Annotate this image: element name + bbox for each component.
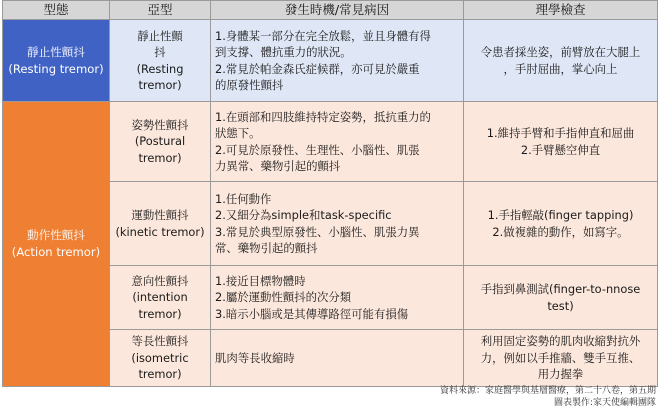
desc-cell-intention xyxy=(211,266,464,330)
desc-line: 狀態下。 xyxy=(215,126,261,140)
exam-line: ，手肘屈曲，掌心向上 xyxy=(503,61,618,76)
subtype-label: 等長性顫抖 xyxy=(131,334,189,348)
source-citation: 資料來源：家庭醫學與基層醫療，第二十八卷，第五期 xyxy=(439,386,656,396)
header-row xyxy=(3,1,658,20)
type-label-en: (Resting tremor) xyxy=(8,61,104,76)
exam-cell-postural xyxy=(464,102,658,182)
subtype-label-en: (Postural xyxy=(134,134,186,149)
desc-line: 到支撐、體抗重力的狀況。 xyxy=(215,45,352,59)
subtype-label: 姿勢性顫抖 xyxy=(131,117,189,132)
header-onset-cause: 發生時機/常見病因 xyxy=(211,1,464,20)
chart-credit: 圖表製作:家天使編輯團隊 xyxy=(553,398,656,408)
subtype-label: 靜止性顫 xyxy=(137,28,183,43)
tremor-table xyxy=(2,0,658,387)
exam-cell-kinetic xyxy=(464,182,658,266)
desc-cell-postural xyxy=(211,102,464,182)
subtype-label-en: (intention xyxy=(132,290,188,305)
table-row-resting xyxy=(3,20,658,102)
type-label-en: (Action tremor) xyxy=(11,244,101,259)
desc-line: 常、藥物引起的顫抖 xyxy=(215,241,318,255)
desc-line: 的原發性顫抖 xyxy=(215,78,284,92)
exam-line: 令患者採坐姿，前臂放在大腿上 xyxy=(480,45,641,59)
source-note xyxy=(440,385,656,409)
exam-line: 手指到鼻測試(finger-to-nnose xyxy=(480,282,641,296)
desc-line: 力異常、藥物引起的顫抖 xyxy=(215,159,341,173)
desc-cell-kinetic xyxy=(211,182,464,266)
desc-line: 3.常見於典型原發性、小腦性、肌張力異 xyxy=(215,224,420,239)
exam-cell-resting xyxy=(464,20,658,102)
exam-line: 2.做複雜的動作，如寫字。 xyxy=(492,224,629,239)
subtype-label-en: tremor) xyxy=(138,367,182,381)
desc-cell-resting xyxy=(211,20,464,102)
subtype-label-en: tremor) xyxy=(138,78,182,92)
exam-line: 利用固定姿勢的肌肉收縮對抗外 xyxy=(480,334,641,348)
exam-line: 用力握拳 xyxy=(537,367,584,381)
subtype-cell-resting xyxy=(110,20,211,102)
type-label: 動作性顫抖 xyxy=(27,228,85,243)
desc-cell-isometric xyxy=(211,330,464,387)
desc-line: 1.身體某一部分在完全放鬆，並且身體有得 xyxy=(215,28,431,43)
desc-line: 2.常見於帕金森氏症候群，亦可見於嚴重 xyxy=(215,61,420,76)
subtype-label-en: tremor) xyxy=(138,150,182,165)
subtype-label: 運動性顫抖 xyxy=(131,208,189,222)
desc-line: 1.在頭部和四肢維持特定姿勢，抵抗重力的 xyxy=(215,109,431,124)
type-label: 靜止性顫抖 xyxy=(27,45,85,59)
header-type: 型態 xyxy=(3,1,110,20)
desc-line: 2.屬於運動性顫抖的次分類 xyxy=(215,290,352,305)
header-subtype: 亞型 xyxy=(110,1,211,20)
table-row-postural xyxy=(3,102,658,182)
type-cell-action xyxy=(3,102,110,387)
subtype-cell-postural xyxy=(110,102,211,182)
subtype-label-en: tremor) xyxy=(138,306,182,321)
desc-line: 1.接近目標物體時 xyxy=(215,273,306,288)
desc-line: 1.任何動作 xyxy=(215,191,272,206)
header-physical-exam: 理學檢查 xyxy=(464,1,658,20)
subtype-cell-kinetic xyxy=(110,182,211,266)
exam-cell-isometric xyxy=(464,330,658,387)
type-cell-resting xyxy=(3,20,110,102)
subtype-cell-intention xyxy=(110,266,211,330)
exam-line: 1.手指輕敲(finger tapping) xyxy=(487,208,634,222)
desc-line: 3.暗示小腦或是其傳導路徑可能有損傷 xyxy=(215,306,409,321)
exam-line: test) xyxy=(547,298,574,313)
subtype-label-en: (kinetic tremor) xyxy=(115,224,205,239)
subtype-label: 意向性顫抖 xyxy=(131,273,189,288)
exam-cell-intention xyxy=(464,266,658,330)
desc-line: 2.可見於原發性、生理性、小腦性、肌張 xyxy=(215,142,420,157)
desc-line: 肌肉等長收縮時 xyxy=(215,350,295,365)
exam-line: 1.維持手臂和手指伸直和屈曲 xyxy=(486,126,635,140)
subtype-label-en: (Resting xyxy=(136,61,184,76)
subtype-label-en: (isometric xyxy=(131,350,189,365)
exam-line: 力，例如以手推牆、雙手互推、 xyxy=(480,350,641,365)
subtype-cell-isometric xyxy=(110,330,211,387)
exam-line: 2.手臂懸空伸直 xyxy=(520,142,601,157)
desc-line: 2.又細分為simple和task-specific xyxy=(215,208,392,222)
subtype-label: 抖 xyxy=(154,45,166,59)
